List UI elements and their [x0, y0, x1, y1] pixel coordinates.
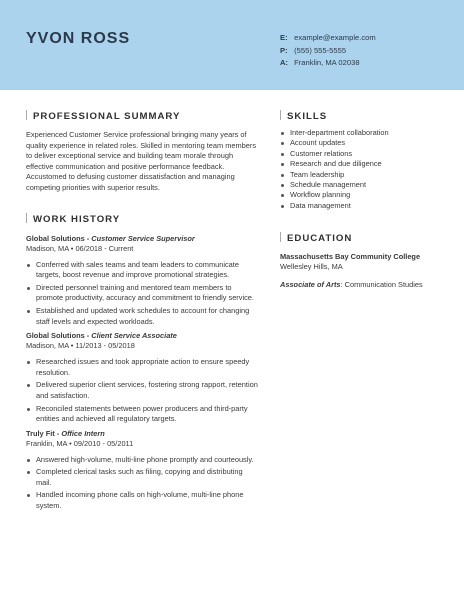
skill-item: Account updates — [280, 138, 450, 148]
job-role: Office Intern — [61, 428, 105, 438]
job-dot: • — [68, 341, 76, 351]
work-history-title-text: WORK HISTORY — [33, 213, 121, 225]
job-location-dates — [26, 244, 260, 254]
contact-phone — [280, 45, 376, 58]
job-bullet: Conferred with sales teams and team leaders to communicate targets, boost revenue and improve promotional strategies. — [26, 260, 260, 281]
skill-item: Inter-department collaboration — [280, 128, 450, 138]
job-entry — [26, 234, 260, 328]
skill-item: Workflow planning — [280, 190, 450, 200]
education-location: Wellesley Hills, MA — [280, 262, 343, 272]
work-history-title — [26, 213, 260, 225]
job-bullet: Answered high-volume, multi-line phone promptly and courteously. — [26, 455, 260, 466]
job-location-dates — [26, 341, 260, 351]
job-company: Global Solutions — [26, 233, 85, 243]
contact-address-key: A: — [280, 58, 289, 67]
job-heading — [26, 429, 260, 439]
contact-phone-key: P: — [280, 45, 288, 55]
job-bullet: Established and updated work schedules to account for changing staff levels and expected workloads. — [26, 306, 260, 327]
job-heading — [26, 331, 260, 341]
job-company: Truly Fit — [26, 428, 55, 438]
contact-email-value: example@example.com — [294, 33, 376, 42]
professional-summary-title — [26, 110, 260, 122]
professional-summary-section — [26, 110, 260, 194]
job-location: Madison, MA — [26, 243, 69, 253]
job-bullets — [26, 455, 260, 512]
skill-item: Team leadership — [280, 170, 450, 180]
education-title — [280, 232, 450, 244]
section-divider-bar — [26, 110, 27, 120]
job-bullet: Handled incoming phone calls on high-volume, multi-line phone system. — [26, 490, 260, 511]
job-location: Franklin, MA — [26, 438, 68, 448]
contact-address — [280, 57, 376, 70]
skill-item: Customer relations — [280, 149, 450, 159]
header-banner — [0, 0, 464, 90]
work-history-section — [26, 213, 260, 512]
job-bullet: Delivered superior client services, fostering strong rapport, retention and satisfaction. — [26, 380, 260, 401]
job-dates: 11/2013 - 05/2018 — [75, 341, 135, 351]
job-dates: 06/2018 - Current — [75, 243, 134, 253]
education-section — [280, 232, 450, 290]
education-school: Massachusetts Bay Community College — [280, 252, 421, 262]
job-entry — [26, 331, 260, 425]
skills-section — [280, 110, 450, 211]
job-bullet: Completed clerical tasks such as filing, copying and distributing mail. — [26, 467, 260, 488]
section-divider-bar — [280, 232, 281, 242]
contact-phone-value: (555) 555-5555 — [294, 45, 347, 55]
job-role: Client Service Associate — [91, 331, 177, 341]
section-divider-bar — [280, 110, 281, 120]
job-entry — [26, 429, 260, 512]
education-degree-field: : Communication Studies — [340, 280, 423, 290]
job-bullets — [26, 357, 260, 425]
job-separator: - — [84, 331, 92, 341]
job-role: Customer Service Supervisor — [91, 233, 195, 243]
job-company: Global Solutions — [26, 331, 85, 341]
job-dot: • — [68, 243, 76, 253]
job-separator: - — [84, 233, 92, 243]
section-divider-bar — [26, 213, 27, 223]
left-column — [26, 110, 260, 514]
right-column — [280, 110, 450, 290]
skills-title-text: SKILLS — [287, 111, 328, 122]
skill-item: Schedule management — [280, 180, 450, 190]
candidate-name: YVON ROSS — [26, 30, 131, 47]
professional-summary-title-text: PROFESSIONAL SUMMARY — [33, 111, 181, 122]
job-bullet: Directed personnel training and mentored team members to promote productivity, accuracy and commitment to friendly service. — [26, 283, 260, 304]
skills-title — [280, 110, 450, 122]
contact-block — [280, 32, 376, 70]
professional-summary-text: Experienced Customer Service professional bringing many years of quality experience in related roles. Skilled in mentoring team members to deliver exceptional service and building team morale through effective communication and positive performance feedback. Accustomed to defusing customer dissatisfaction and managing competing priorities with superior results. — [26, 130, 257, 192]
skills-list — [280, 128, 450, 211]
contact-email-key: E: — [280, 33, 288, 42]
education-degree — [280, 280, 450, 290]
job-bullet: Reconciled statements between power producers and third-party entities and achieved all regulatory targets. — [26, 404, 260, 425]
job-bullet: Researched issues and took appropriate action to ensure speedy resolution. — [26, 357, 260, 378]
job-location: Madison, MA — [26, 341, 69, 351]
job-location-dates — [26, 439, 260, 449]
skill-item: Data management — [280, 201, 450, 211]
education-title-text: EDUCATION — [287, 233, 353, 245]
job-separator: - — [54, 428, 62, 438]
job-dot: • — [67, 438, 74, 448]
contact-email — [280, 32, 376, 45]
job-heading — [26, 234, 260, 244]
education-degree-name: Associate of Arts — [280, 280, 341, 290]
job-dates: 09/2010 - 05/2011 — [73, 438, 134, 448]
job-bullets — [26, 260, 260, 328]
skill-item: Research and due diligence — [280, 159, 450, 169]
contact-address-value: Franklin, MA 02038 — [294, 58, 360, 67]
